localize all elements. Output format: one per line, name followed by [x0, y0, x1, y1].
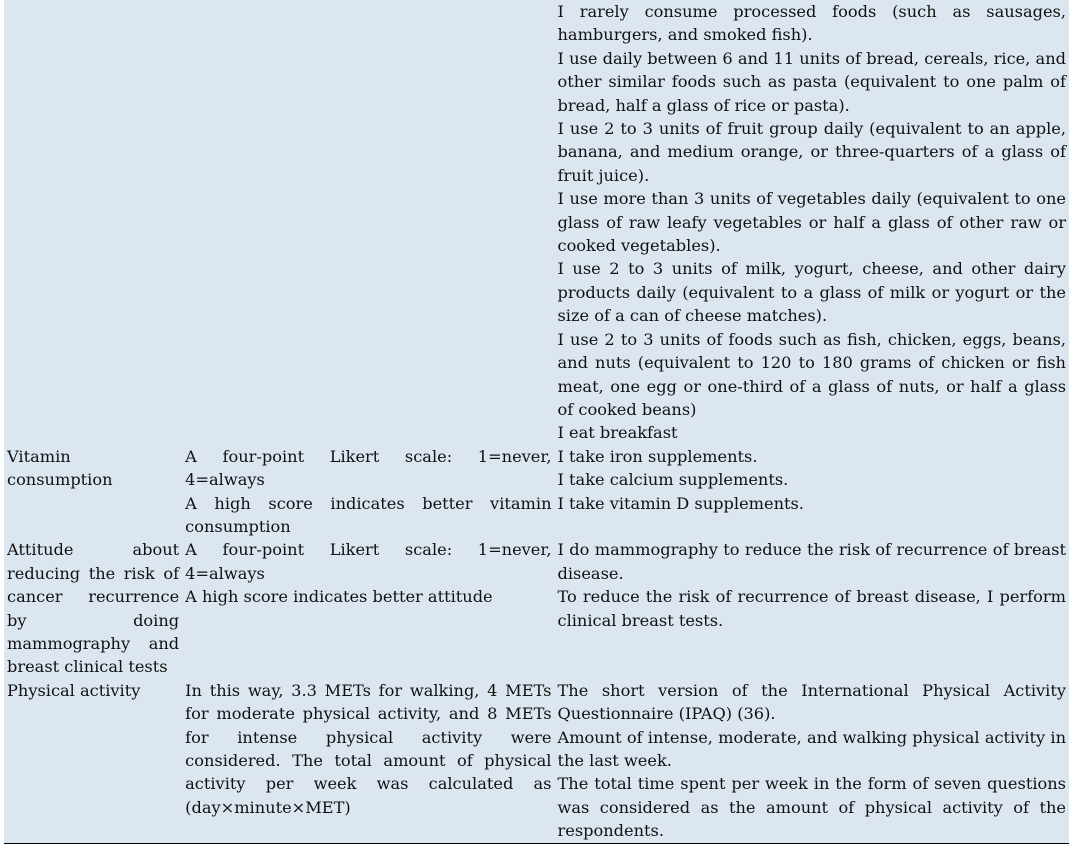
variable-name: Physical activity [7, 680, 141, 700]
item-text: I use daily between 6 and 11 units of bread, cereals, rice, and other similar foods such as pasta (equivalent to one palm of bread, half a glass of rice or pasta). [557, 48, 1066, 115]
variable-name: Vitamin consumption [7, 446, 113, 490]
scoring-cell [182, 679, 554, 843]
item-text: I take iron supplements. [557, 446, 758, 466]
items-cell [555, 538, 1070, 678]
items-cell [555, 679, 1070, 843]
table-row-vitamin [4, 445, 1069, 539]
items-cell [555, 445, 1070, 539]
questionnaire-table [4, 0, 1069, 844]
table-row-attitude [4, 538, 1069, 678]
variable-cell [4, 445, 182, 539]
scoring-text: A high score indicates better attitude [185, 587, 493, 607]
item-text: I do mammography to reduce the risk of recurrence of breast disease. [557, 540, 1066, 583]
item-text: I rarely consume processed foods (such as sausages, hamburgers, and smoked fish). [557, 2, 1066, 45]
item-text: I use 2 to 3 units of foods such as fish, chicken, eggs, beans, and nuts (equivalent to 120 to 180 grams of chicken or fish meat, one egg or one-third of a glass of nuts, or half a glass of cooked beans) [557, 329, 1066, 419]
item-text: I use 2 to 3 units of milk, yogurt, cheese, and other dairy products daily (equivalent to a glass of milk or yogurt or the size of a can of cheese matches). [557, 259, 1066, 326]
variable-cell [4, 538, 182, 678]
variable-name: Attitude about reducing the risk of cancer recurrence by doing mammography and breast clinical tests [7, 540, 180, 677]
item-text: I take calcium supplements. [557, 470, 789, 490]
scoring-text: A high score indicates better vitamin consumption [185, 493, 552, 536]
scoring-cell [182, 0, 554, 445]
item-text: I eat breakfast [557, 423, 678, 443]
variable-cell [4, 679, 182, 843]
scoring-text: A four-point Likert scale: 1=never, 4=always [185, 540, 552, 583]
table-row-physical-activity [4, 679, 1069, 843]
item-text: I take vitamin D supplements. [557, 493, 804, 513]
table-row-diet [4, 0, 1069, 445]
item-text: Amount of intense, moderate, and walking physical activity in the last week. [557, 727, 1066, 770]
item-text: I use more than 3 units of vegetables daily (equivalent to one glass of raw leafy vegetables or half a glass of other raw or cooked vegetables). [557, 189, 1066, 256]
item-text: To reduce the risk of recurrence of breast disease, I perform clinical breast tests. [557, 587, 1066, 630]
scoring-cell [182, 538, 554, 678]
variable-cell [4, 0, 182, 445]
scoring-text: In this way, 3.3 METs for walking, 4 METs for moderate physical activity, and 8 METs for intense physical activity were considered. The total amount of physical activity per week was calculated as (day×minute×MET) [185, 680, 552, 817]
items-cell [555, 0, 1070, 445]
item-text: The total time spent per week in the form of seven questions was considered as the amount of physical activity of the respondents. [557, 774, 1066, 841]
scoring-text: A four-point Likert scale: 1=never, 4=always [185, 446, 552, 490]
item-text: I use 2 to 3 units of fruit group daily (equivalent to an apple, banana, and medium orange, or three-quarters of a glass of fruit juice). [557, 119, 1066, 185]
scoring-cell [182, 445, 554, 539]
item-text: The short version of the International Physical Activity Questionnaire (IPAQ) (36). [557, 680, 1066, 724]
